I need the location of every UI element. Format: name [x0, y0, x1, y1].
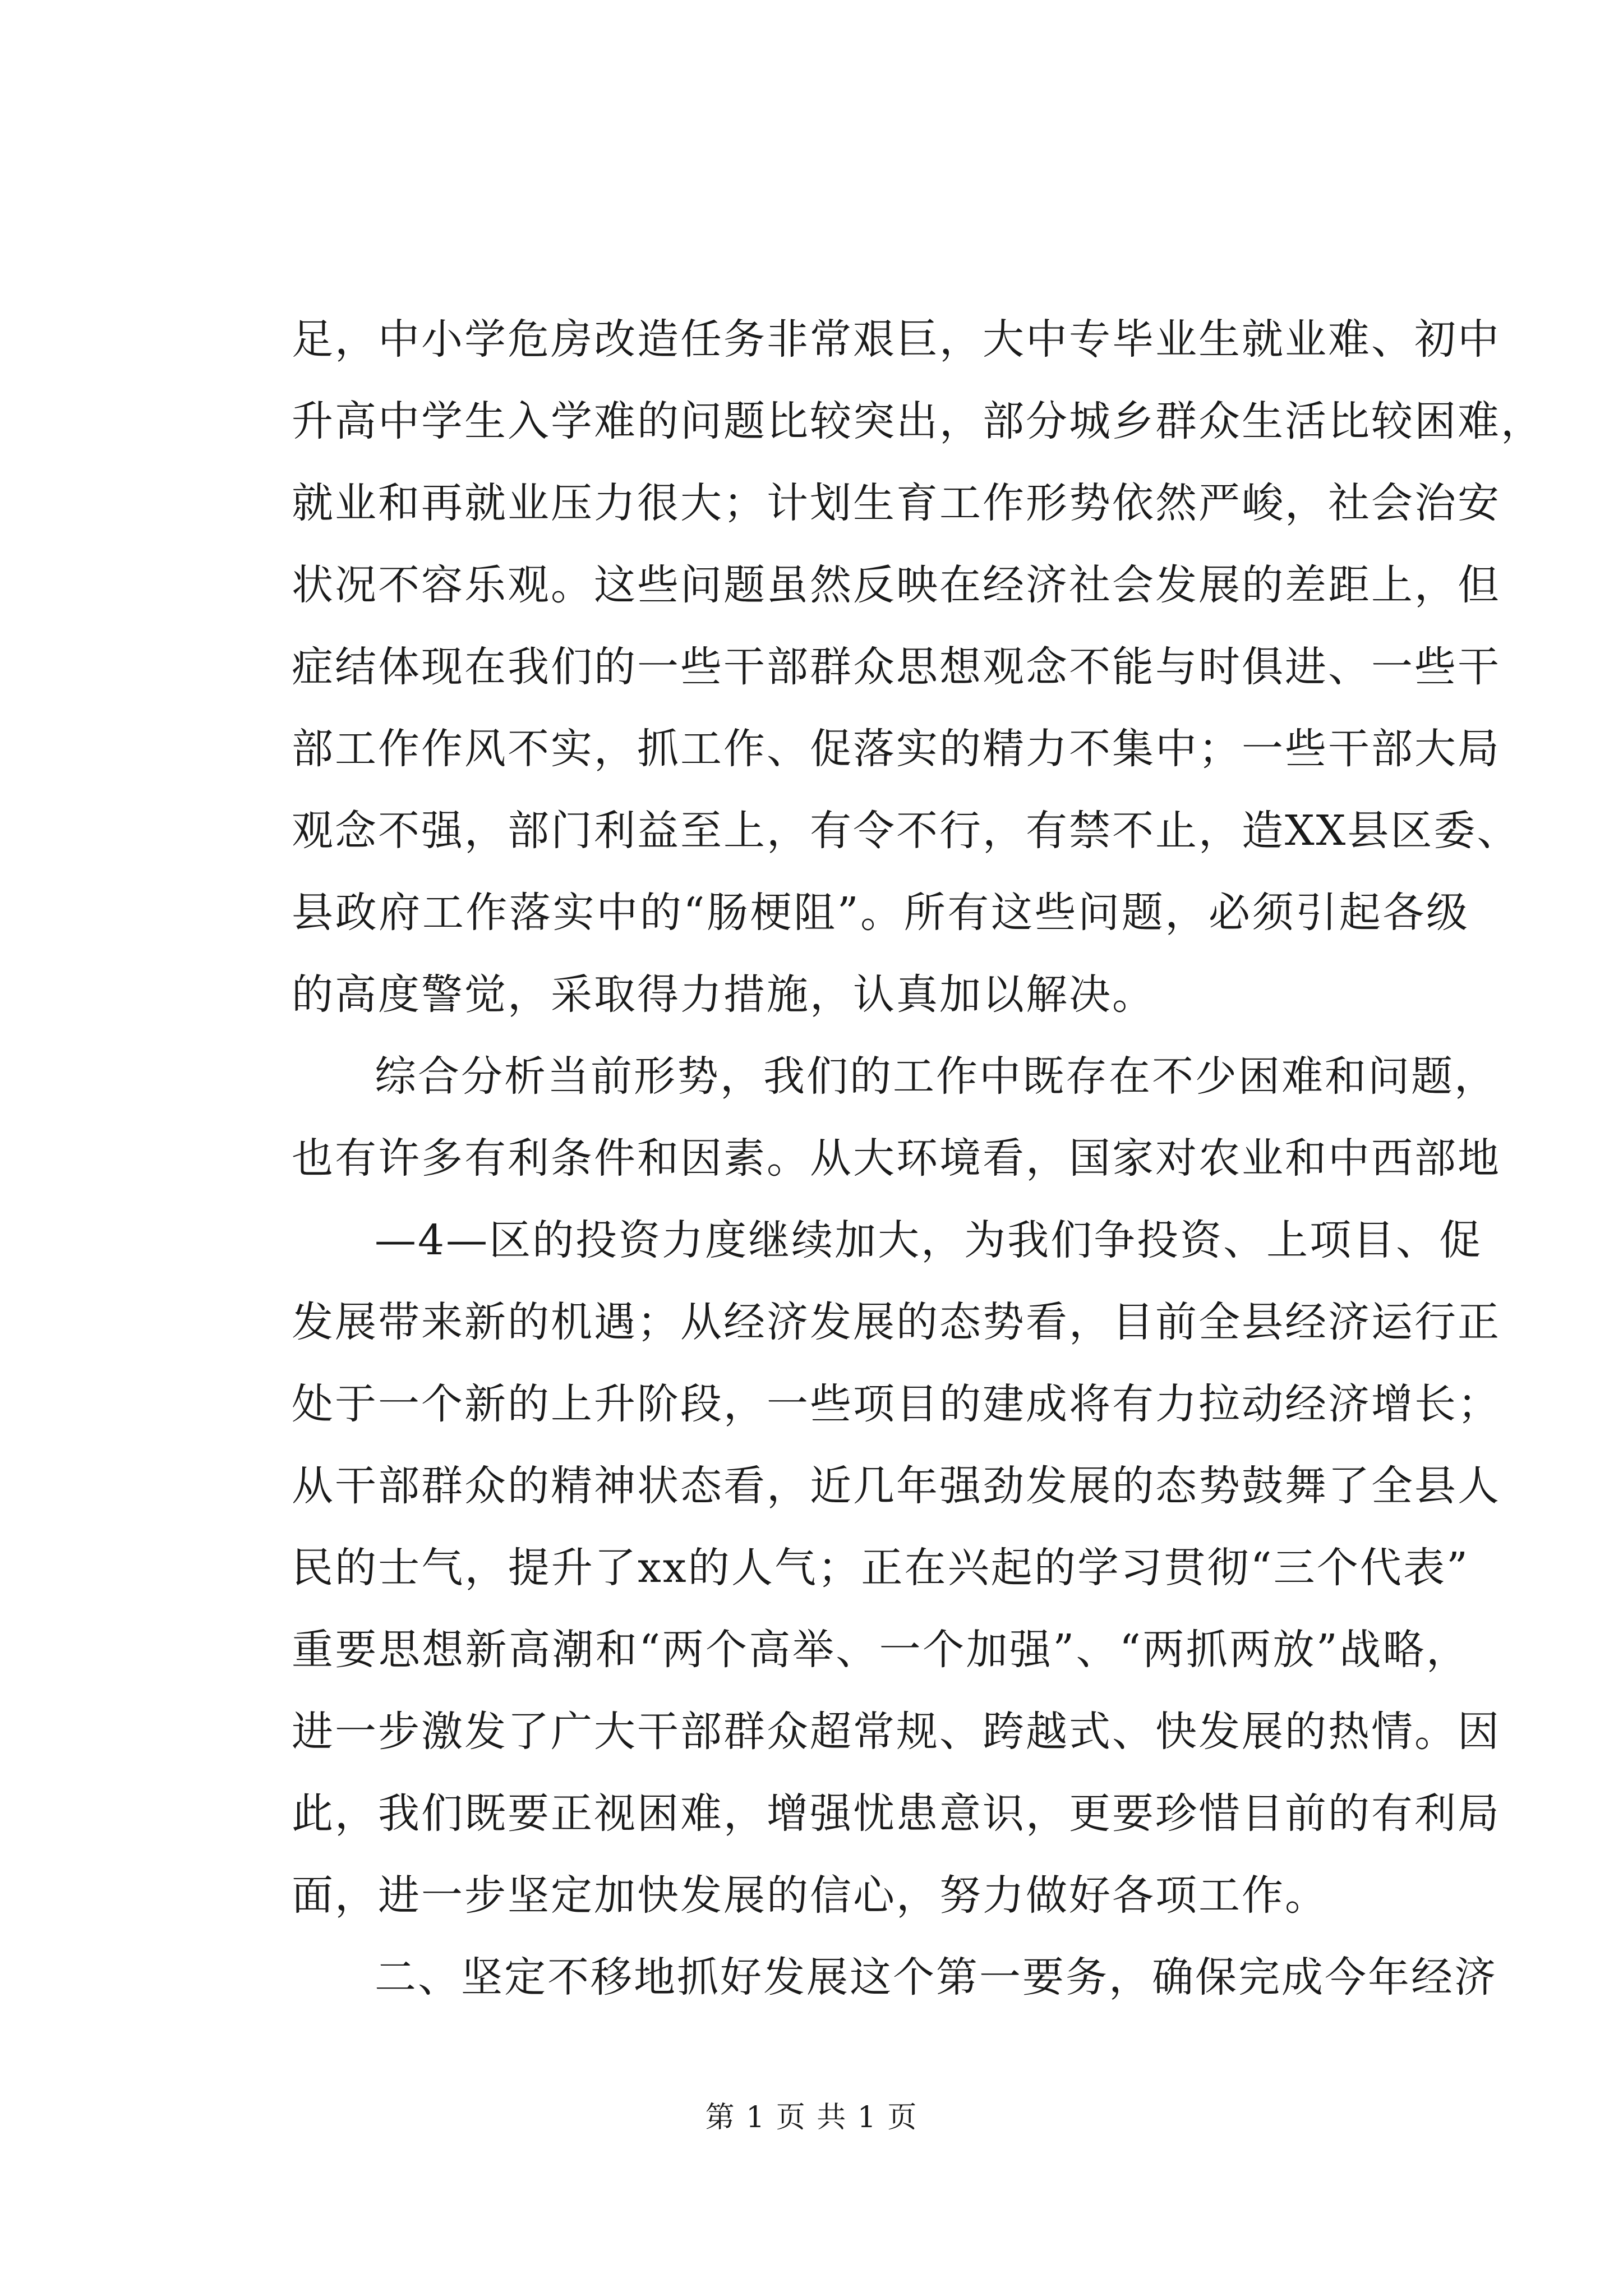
- text-line: 发展带来新的机遇；从经济发展的态势看，目前全县经济运行正: [292, 1298, 1501, 1346]
- text-line: 升高中学生入学难的问题比较突出，部分城乡群众生活比较困难，: [292, 397, 1544, 445]
- text-line: 足，中小学危房改造任务非常艰巨，大中专毕业生就业难、初中: [292, 315, 1501, 364]
- text-line: 观念不强，部门利益至上，有令不行，有禁不止，造XX县区委、: [292, 807, 1520, 855]
- text-line: 民的士气，提升了xx的人气；正在兴起的学习贯彻“三个代表”: [292, 1544, 1469, 1592]
- text-line: 症结体现在我们的一些干部群众思想观念不能与时俱进、一些干: [292, 643, 1501, 691]
- text-line: 从干部群众的精神状态看，近几年强劲发展的态势鼓舞了全县人: [292, 1462, 1501, 1510]
- text-line: 的高度警觉，采取得力措施，认真加以解决。: [292, 970, 1155, 1019]
- text-line: 此，我们既要正视困难，增强忧患意识，更要珍惜目前的有利局: [292, 1789, 1501, 1838]
- text-line: 就业和再就业压力很大；计划生育工作形势依然严峻，社会治安: [292, 479, 1501, 527]
- text-line: 部工作作风不实，抓工作、促落实的精力不集中；一些干部大局: [292, 725, 1501, 773]
- text-line: 也有许多有利条件和因素。从大环境看，国家对农业和中西部地: [292, 1134, 1501, 1182]
- text-line: 处于一个新的上升阶段，一些项目的建成将有力拉动经济增长；: [292, 1380, 1501, 1428]
- text-line: 状况不容乐观。这些问题虽然反映在经济社会发展的差距上，但: [292, 561, 1501, 609]
- text-line: —4—区的投资力度继续加大，为我们争投资、上项目、促: [375, 1216, 1483, 1264]
- text-line: 二、坚定不移地抓好发展这个第一要务，确保完成今年经济: [375, 1953, 1497, 2001]
- text-line: 重要思想新高潮和“两个高举、一个加强”、“两抓两放”战略，: [292, 1626, 1469, 1674]
- text-line: 县政府工作落实中的“肠梗阻”。所有这些问题，必须引起各级: [292, 889, 1469, 937]
- document-body: [292, 298, 1544, 2018]
- page-number-footer: 第 1 页 共 1 页: [705, 2101, 918, 2134]
- text-line: 进一步激发了广大干部群众超常规、跨越式、快发展的热情。因: [292, 1708, 1501, 1756]
- text-line: 面，进一步坚定加快发展的信心，努力做好各项工作。: [292, 1871, 1328, 1920]
- text-line: 综合分析当前形势，我们的工作中既存在不少困难和问题，: [375, 1052, 1497, 1101]
